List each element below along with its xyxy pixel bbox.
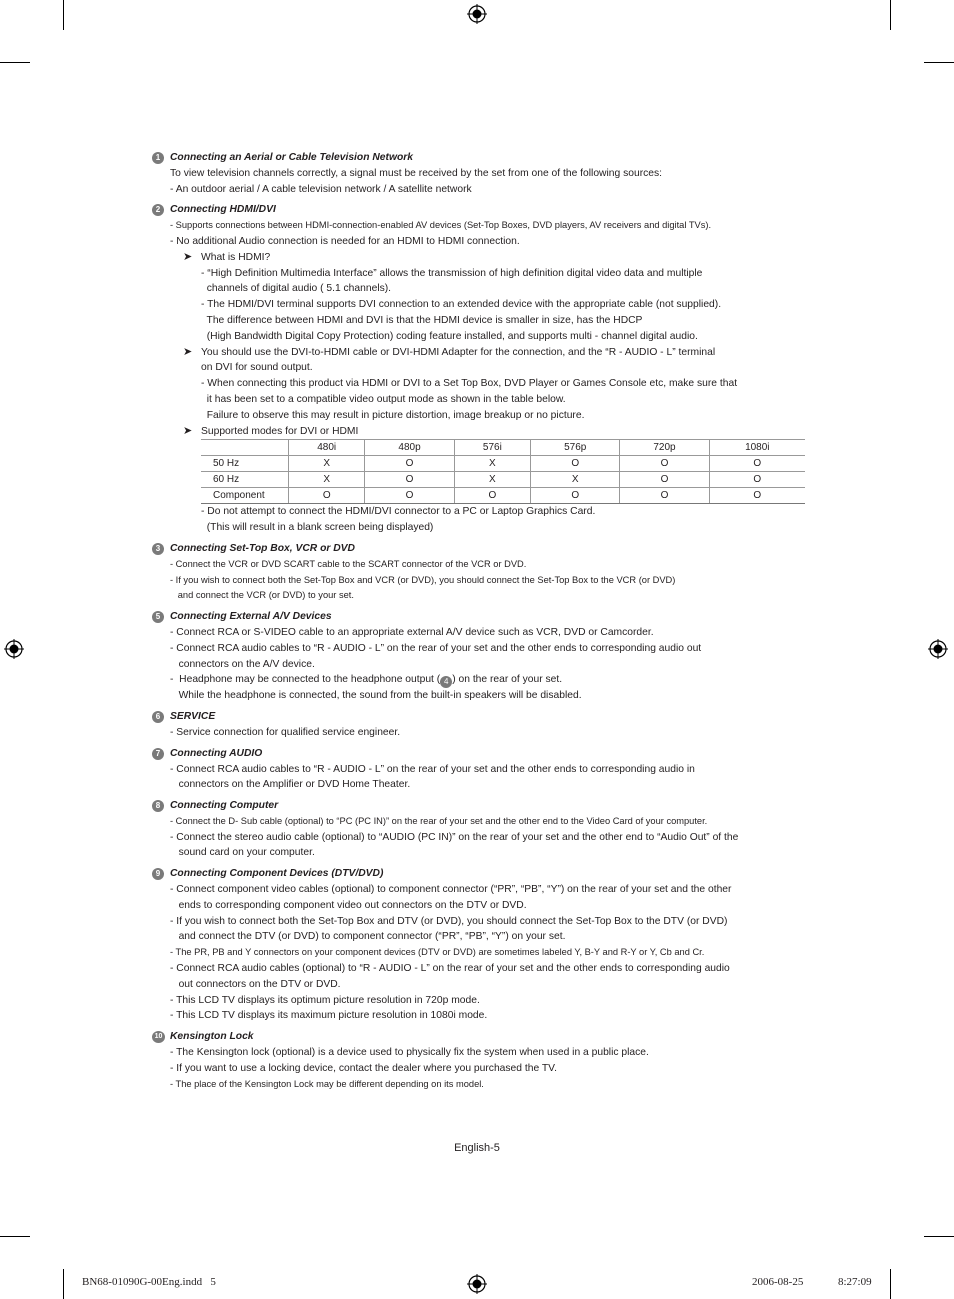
table-cell: O [531, 488, 620, 504]
text-line: connectors on the A/V device. [170, 658, 315, 670]
text-line: - Headphone may be connected to the headphone output ( 4 ) on the rear of your set. [170, 674, 563, 687]
registration-mark-icon [928, 639, 948, 659]
crop-mark [63, 0, 64, 30]
section-number-badge: 9 [152, 868, 164, 880]
text-line: - Do not attempt to connect the HDMI/DVI connector to a PC or Laptop Graphics Card. [201, 506, 596, 518]
section-title: Connecting AUDIO [170, 747, 263, 759]
table-cell: X [531, 472, 620, 488]
registration-mark-icon [467, 4, 487, 24]
note-arrow-icon: ➤ [183, 250, 193, 263]
slug-date: 2006-08-25 [752, 1276, 804, 1288]
text-line: - When connecting this product via HDMI or DVI to a Set Top Box, DVD Player or Games Console etc, make sure that [201, 378, 738, 390]
section-title: Connecting an Aerial or Cable Television Network [170, 152, 413, 163]
section-kensington [152, 1029, 762, 1092]
text-line: - This LCD TV displays its maximum picture resolution in 1080i mode. [170, 1010, 488, 1022]
table-cell: 720p [620, 440, 709, 456]
text-line: - This LCD TV displays its optimum picture resolution in 720p mode. [170, 994, 480, 1006]
crop-mark [890, 0, 891, 30]
text-line: While the headphone is connected, the sound from the built-in speakers will be disabled. [170, 690, 582, 702]
table-cell: O [289, 488, 365, 504]
crop-mark [63, 1269, 64, 1299]
crop-mark [0, 62, 30, 63]
text-line: - The PR, PB and Y connectors on your component devices (DTV or DVD) are sometimes labeled Y, B-Y and R-Y or Y, Cb and Cr. [170, 947, 705, 958]
table-cell: 480i [289, 440, 365, 456]
crop-mark [0, 1236, 30, 1237]
table-row [201, 472, 805, 488]
section-aerial [152, 150, 762, 197]
text-line: - An outdoor aerial / A cable television network / A satellite network [170, 183, 472, 195]
text-line: - “High Definition Multimedia Interface” allows the transmission of high definition digital video data and multiple [201, 267, 703, 279]
headphone-number-badge: 4 [440, 676, 452, 688]
table-cell: X [289, 456, 365, 472]
table-cell: O [365, 472, 454, 488]
slug-time: 8:27:09 [838, 1276, 872, 1288]
section-title: Kensington Lock [170, 1031, 254, 1043]
text-line: it has been set to a compatible video output mode as shown in the table below. [201, 393, 566, 405]
text-line: - Connect RCA audio cables (optional) to “R - AUDIO - L” on the rear of your set and the other ends to corresponding audio [170, 963, 730, 975]
text-line: To view television channels correctly, a signal must be received by the set from one of the following sources: [170, 167, 663, 179]
text-line: and connect the DTV (or DVD) to component connector (“PR”, “PB”, “Y”) on your set. [170, 931, 566, 943]
text-line: - Connect component video cables (optional) to component connector (“PR”, “PB”, “Y”) on the rear of your set and the other [170, 884, 732, 896]
slug-filename: BN68-01090G-00Eng.indd 5 [82, 1276, 216, 1288]
section-audio [152, 746, 762, 793]
text-line: - No additional Audio connection is needed for an HDMI to HDMI connection. [170, 235, 520, 247]
text-line: (This will result in a blank screen being displayed) [201, 522, 434, 534]
text-line: connectors on the Amplifier or DVD Home Theater. [170, 779, 411, 791]
section-number-badge: 5 [152, 611, 164, 623]
text-line: - Service connection for qualified service engineer. [170, 726, 401, 738]
crop-mark [890, 1269, 891, 1299]
text-line: - The Kensington lock (optional) is a device used to physically fix the system when used in a public place. [170, 1047, 649, 1059]
table-cell: O [709, 456, 805, 472]
section-number-badge: 8 [152, 800, 164, 812]
text-line: on DVI for sound output. [201, 362, 313, 374]
section-title: Connecting Computer [170, 800, 279, 812]
text-line: - Supports connections between HDMI-connection-enabled AV devices (Set-Top Boxes, DVD players, AV receivers and digital TVs). [170, 220, 712, 231]
section-number-badge: 2 [152, 204, 164, 216]
section-title: Connecting Component Devices (DTV/DVD) [170, 868, 384, 880]
page-number: English-5 [454, 1142, 500, 1154]
text-line: (High Bandwidth Digital Copy Protection) coding feature installed, and supports multi - channel digital audio. [201, 330, 698, 342]
section-title: Connecting External A/V Devices [170, 611, 332, 623]
section-number-badge: 7 [152, 748, 164, 760]
table-cell: 576p [531, 440, 620, 456]
section-title: Connecting HDMI/DVI [170, 204, 276, 216]
text-line: - If you wish to connect both the Set-Top Box and DTV (or DVD), you should connect the Set-Top Box to the DTV (or DVD) [170, 915, 728, 927]
text-line: - Connect the stereo audio cable (optional) to “AUDIO (PC IN)” on the rear of your set and the other end to “Audio Out” of the [170, 831, 739, 843]
table-cell: X [454, 456, 530, 472]
note-heading: ➤ Supported modes for DVI or HDMI [170, 424, 762, 440]
table-cell: 1080i [709, 440, 805, 456]
text-line: - Connect the D- Sub cable (optional) to “PC (PC IN)” on the rear of your set and the other end to the Video Card of your computer. [170, 815, 708, 826]
text-line: ends to corresponding component video out connectors on the DTV or DVD. [170, 899, 527, 911]
table-cell: X [454, 472, 530, 488]
text-line: - Connect RCA or S-VIDEO cable to an appropriate external A/V device such as VCR, DVD or Camcorder. [170, 626, 654, 638]
registration-mark-icon [467, 1274, 487, 1294]
text-line: and connect the VCR (or DVD) to your set. [170, 590, 354, 601]
table-cell: X [289, 472, 365, 488]
section-computer [152, 798, 762, 861]
crop-mark [924, 1236, 954, 1237]
table-cell: Component [201, 488, 289, 504]
table-cell: 576i [454, 440, 530, 456]
section-number-badge: 3 [152, 543, 164, 555]
table-cell: O [365, 488, 454, 504]
text-line: out connectors on the DTV or DVD. [170, 978, 341, 990]
section-number-badge: 1 [152, 152, 164, 164]
table-header-row [201, 440, 805, 456]
text-line: - The HDMI/DVI terminal supports DVI connection to an extended device with the appropriate cable (not supplied). [201, 299, 722, 311]
manual-content [152, 150, 770, 1097]
table-cell: O [620, 488, 709, 504]
section-number-badge: 10 [152, 1031, 165, 1043]
table-cell: O [709, 472, 805, 488]
table-cell: O [620, 456, 709, 472]
table-cell: 480p [365, 440, 454, 456]
text-line: - If you wish to connect both the Set-Top Box and VCR (or DVD), you should connect the Set-Top Box to the VCR (or DVD) [170, 574, 676, 585]
registration-mark-icon [4, 639, 24, 659]
note-arrow-icon: ➤ [183, 345, 193, 358]
table-cell: O [365, 456, 454, 472]
section-set-top-box [152, 541, 762, 604]
text-line: - If you want to use a locking device, contact the dealer where you purchased the TV. [170, 1062, 557, 1074]
text-line: channels of digital audio ( 5.1 channels). [201, 283, 392, 295]
text-line: - Connect RCA audio cables to “R - AUDIO - L” on the rear of your set and the other ends to corresponding audio out [170, 642, 702, 654]
note-heading: ➤ What is HDMI? [170, 250, 762, 266]
section-title: Connecting Set-Top Box, VCR or DVD [170, 542, 355, 554]
section-component [152, 866, 762, 1024]
text-line: The difference between HDMI and DVI is that the HDMI device is smaller in size, has the HDCP [201, 314, 643, 326]
text-line: - Connect RCA audio cables to “R - AUDIO - L” on the rear of your set and the other ends to corresponding audio in [170, 763, 695, 775]
table-cell: O [709, 488, 805, 504]
supported-modes-table [201, 439, 805, 504]
note-arrow-icon: ➤ [183, 424, 193, 437]
crop-mark [924, 62, 954, 63]
note-heading: ➤ You should use the DVI-to-HDMI cable or DVI-HDMI Adapter for the connection, and the “R - AUDIO - L” terminal [170, 345, 762, 361]
section-service [152, 709, 762, 741]
table-cell: 50 Hz [201, 456, 289, 472]
table-cell: 60 Hz [201, 472, 289, 488]
table-cell [201, 440, 289, 456]
text-line: - Connect the VCR or DVD SCART cable to the SCART connector of the VCR or DVD. [170, 558, 527, 569]
section-hdmi-dvi [152, 202, 770, 536]
text-line: sound card on your computer. [170, 847, 315, 859]
table-row [201, 456, 805, 472]
table-row [201, 488, 805, 504]
section-title: SERVICE [170, 711, 216, 723]
table-cell: O [531, 456, 620, 472]
table-cell: O [454, 488, 530, 504]
section-external-av [152, 609, 762, 704]
section-number-badge: 6 [152, 711, 164, 723]
text-line: Failure to observe this may result in picture distortion, image breakup or no picture. [201, 409, 585, 421]
table-cell: O [620, 472, 709, 488]
text-line: - The place of the Kensington Lock may be different depending on its model. [170, 1078, 484, 1089]
